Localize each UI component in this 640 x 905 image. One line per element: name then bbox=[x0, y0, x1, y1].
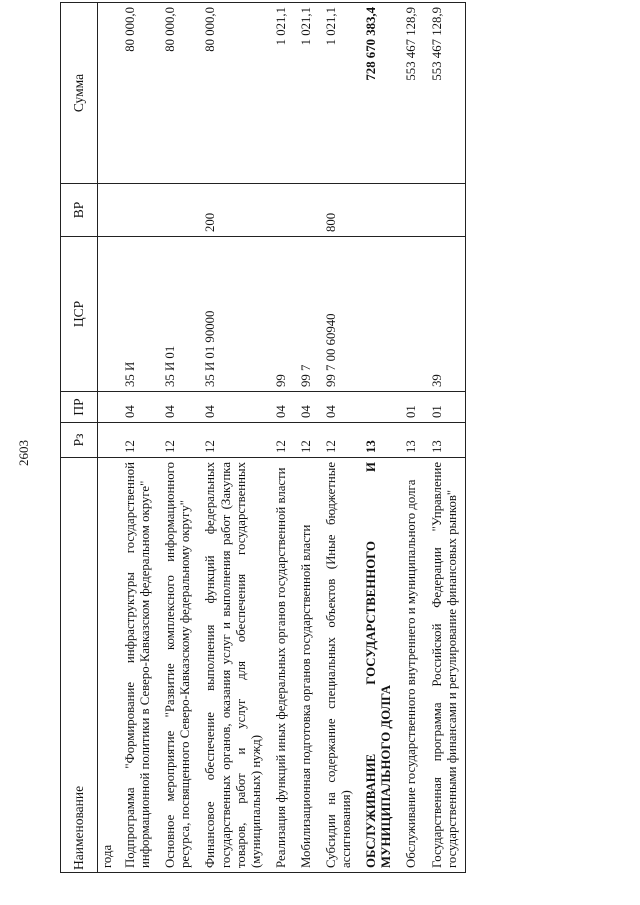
cell-rz: 12 bbox=[198, 422, 268, 457]
cell-sum: 1 021,1 bbox=[269, 2, 294, 183]
cell-pr bbox=[359, 391, 399, 422]
page-number: 2603 bbox=[16, 440, 31, 466]
cell-sum: 80 000,0 bbox=[198, 2, 268, 183]
header-vr: ВР bbox=[61, 183, 98, 236]
cell-rz: 13 bbox=[399, 422, 424, 457]
cell-rz: 12 bbox=[269, 422, 294, 457]
cell-vr bbox=[294, 183, 319, 236]
table-header bbox=[61, 2, 98, 872]
cell-pr: 04 bbox=[158, 391, 198, 422]
cell-name: Государственная программа Российской Федерации "Управление государственными финансами и регулирование финансовых рынков" bbox=[425, 457, 466, 872]
cell-name: Подпрограмма "Формирование инфраструктуры государственной информационной политики в Северо-Кавказском федеральном округе" bbox=[118, 457, 158, 872]
header-row bbox=[61, 2, 98, 872]
cell-rz: 12 bbox=[294, 422, 319, 457]
cell-csr: 99 bbox=[269, 236, 294, 391]
cell-name: Финансовое обеспечение выполнения функций федеральных государственных органов, оказания услуг и выполнения работ (Закупка товаров, работ и услуг для обеспечения государственных (муниципальных) нужд) bbox=[198, 457, 268, 872]
cell-rz: 13 bbox=[359, 422, 399, 457]
cell-vr bbox=[158, 183, 198, 236]
cell-sum: 80 000,0 bbox=[158, 2, 198, 183]
header-pr: ПР bbox=[61, 391, 98, 422]
cell-name: Мобилизационная подготовка органов государственной власти bbox=[294, 457, 319, 872]
table-row bbox=[269, 2, 294, 872]
cell-vr bbox=[118, 183, 158, 236]
cell-pr: 04 bbox=[198, 391, 268, 422]
cell-name: Основное мероприятие "Развитие комплексного информационного ресурса, посвященного Северо-Кавказскому федеральному округу" bbox=[158, 457, 198, 872]
budget-table bbox=[60, 2, 466, 873]
cell-name: Реализация функций иных федеральных органов государственной власти bbox=[269, 457, 294, 872]
cell-sum: 553 467 128,9 bbox=[425, 2, 466, 183]
cell-csr: 35 И 01 90000 bbox=[198, 236, 268, 391]
cell-sum: 728 670 383,4 bbox=[359, 2, 399, 183]
table-row bbox=[294, 2, 319, 872]
cell-csr: 39 bbox=[425, 236, 466, 391]
header-name: Наименование bbox=[61, 457, 98, 872]
table-row bbox=[425, 2, 466, 872]
table-row bbox=[158, 2, 198, 872]
table-row bbox=[118, 2, 158, 872]
cell-pr: 04 bbox=[118, 391, 158, 422]
cell-name: ОБСЛУЖИВАНИЕ ГОСУДАРСТВЕННОГО И МУНИЦИПАЛЬНОГО ДОЛГА bbox=[359, 457, 399, 872]
cell-csr: 99 7 bbox=[294, 236, 319, 391]
cell-pr: 04 bbox=[319, 391, 359, 422]
table-row bbox=[319, 2, 359, 872]
table-row-section bbox=[359, 2, 399, 872]
cell-vr bbox=[425, 183, 466, 236]
cell-vr bbox=[399, 183, 424, 236]
table-body bbox=[98, 2, 466, 872]
cell-pr bbox=[98, 391, 119, 422]
cell-rz bbox=[98, 422, 119, 457]
header-sum: Сумма bbox=[61, 2, 98, 183]
cell-sum: 553 467 128,9 bbox=[399, 2, 424, 183]
cell-pr: 04 bbox=[269, 391, 294, 422]
cell-pr: 01 bbox=[399, 391, 424, 422]
cell-vr: 200 bbox=[198, 183, 268, 236]
cell-rz: 12 bbox=[118, 422, 158, 457]
cell-csr: 99 7 00 60940 bbox=[319, 236, 359, 391]
table-row bbox=[98, 2, 119, 872]
cell-sum: 1 021,1 bbox=[319, 2, 359, 183]
cell-csr bbox=[359, 236, 399, 391]
table-row bbox=[198, 2, 268, 872]
cell-csr: 35 И 01 bbox=[158, 236, 198, 391]
cell-vr: 800 bbox=[319, 183, 359, 236]
cell-pr: 04 bbox=[294, 391, 319, 422]
cell-sum bbox=[98, 2, 119, 183]
cell-rz: 12 bbox=[158, 422, 198, 457]
cell-sum: 1 021,1 bbox=[294, 2, 319, 183]
header-csr: ЦСР bbox=[61, 236, 98, 391]
cell-vr bbox=[269, 183, 294, 236]
cell-vr bbox=[98, 183, 119, 236]
cell-vr bbox=[359, 183, 399, 236]
header-rz: Рз bbox=[61, 422, 98, 457]
cell-pr: 01 bbox=[425, 391, 466, 422]
cell-csr bbox=[98, 236, 119, 391]
cell-sum: 80 000,0 bbox=[118, 2, 158, 183]
cell-csr: 35 И bbox=[118, 236, 158, 391]
cell-name: года bbox=[98, 457, 119, 872]
cell-rz: 12 bbox=[319, 422, 359, 457]
cell-rz: 13 bbox=[425, 422, 466, 457]
cell-name: Субсидии на содержание специальных объектов (Иные бюджетные ассигнования) bbox=[319, 457, 359, 872]
table-row bbox=[399, 2, 424, 872]
rotated-table-container bbox=[60, 6, 580, 873]
cell-name: Обслуживание государственного внутреннего и муниципального долга bbox=[399, 457, 424, 872]
cell-csr bbox=[399, 236, 424, 391]
